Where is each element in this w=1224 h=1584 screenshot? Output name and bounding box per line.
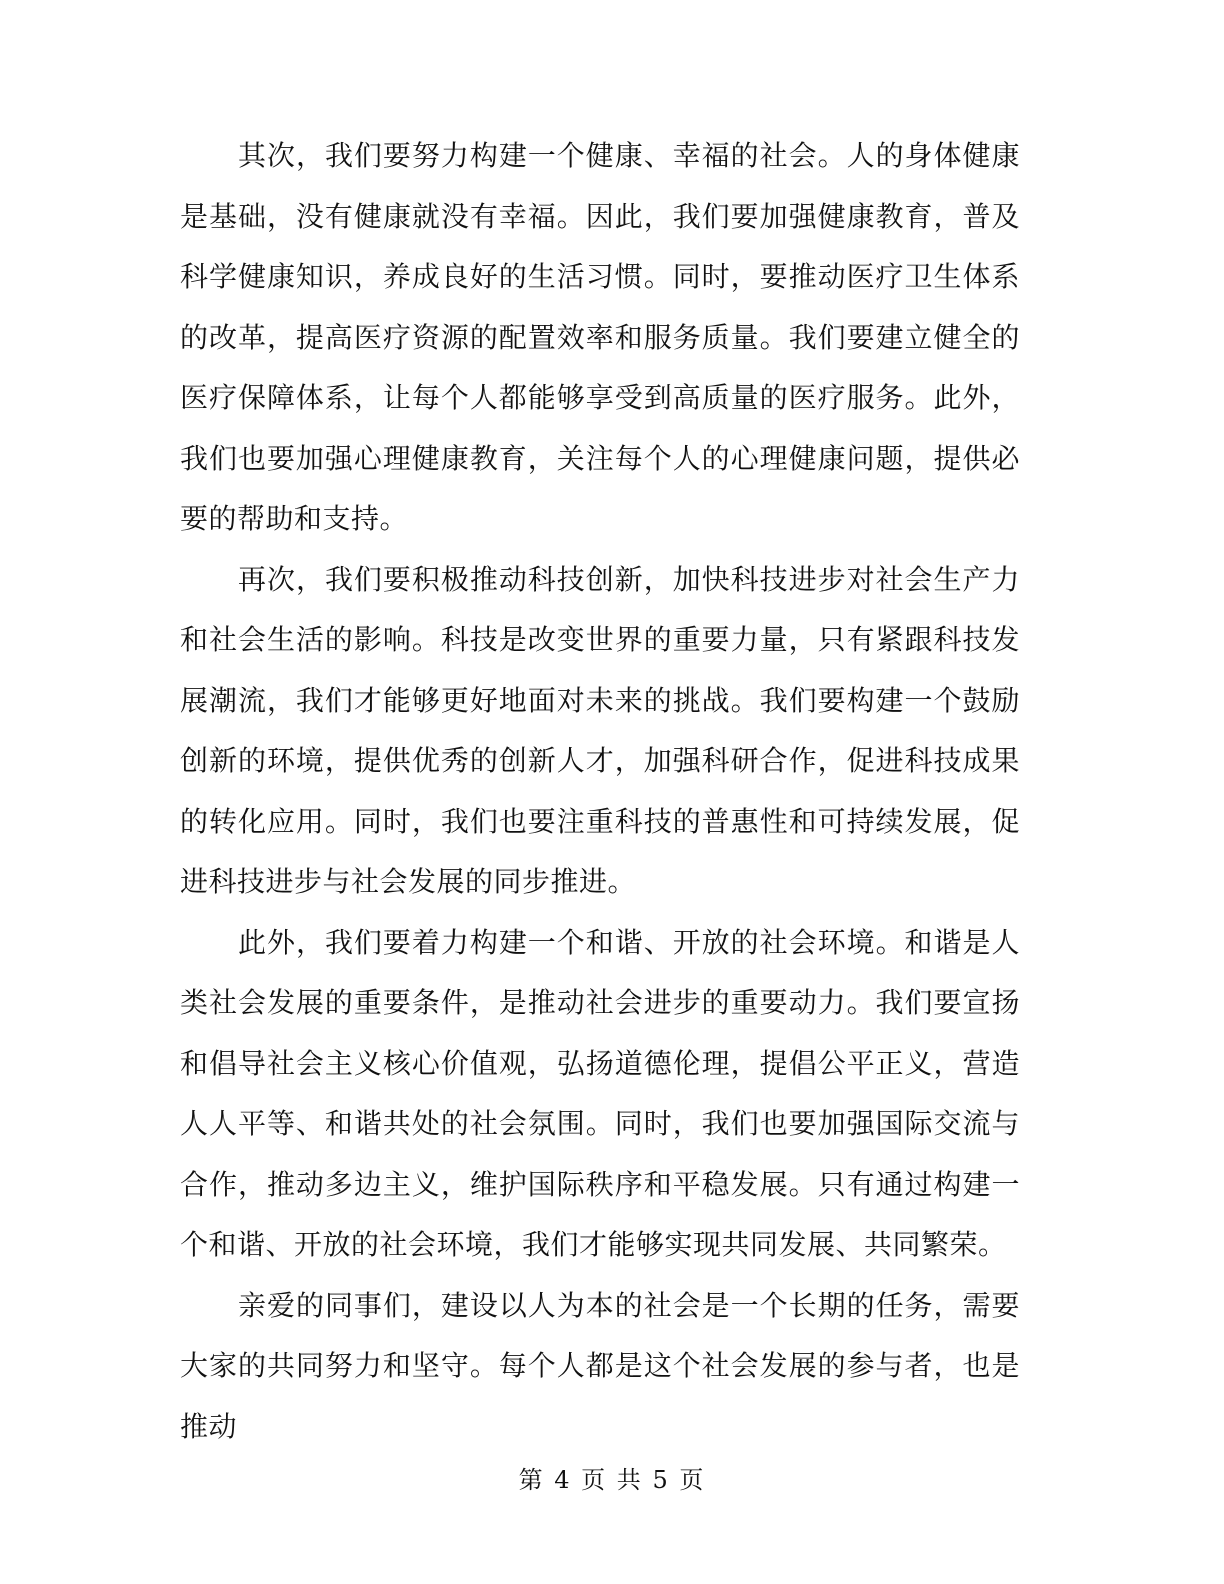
paragraph-harmony: 此外，我们要着力构建一个和谐、开放的社会环境。和谐是人类社会发展的重要条件，是推动社会进步的重要动力。我们要宣扬和倡导社会主义核心价值观，弘扬道德伦理，提倡公平正义，营造人人平等、和谐共处的社会氛围。同时，我们也要加强国际交流与合作，推动多边主义，维护国际秩序和平稳发展。只有通过构建一个和谐、开放的社会环境，我们才能够实现共同发展、共同繁荣。 xyxy=(180,925,1020,1261)
document-body xyxy=(180,126,1020,1457)
page-footer xyxy=(0,1460,1224,1495)
paragraph-colleagues: 亲爱的同事们，建设以人为本的社会是一个长期的任务，需要大家的共同努力和坚守。每个人都是这个社会发展的参与者，也是推动 xyxy=(180,1288,1020,1443)
page-number: 第 4 页 共 5 页 xyxy=(518,1466,706,1494)
paragraph-technology: 再次，我们要积极推动科技创新，加快科技进步对社会生产力和社会生活的影响。科技是改变世界的重要力量，只有紧跟科技发展潮流，我们才能够更好地面对未来的挑战。我们要构建一个鼓励创新的环境，提供优秀的创新人才，加强科研合作，促进科技成果的转化应用。同时，我们也要注重科技的普惠性和可持续发展，促进科技进步与社会发展的同步推进。 xyxy=(180,562,1020,898)
paragraph-health: 其次，我们要努力构建一个健康、幸福的社会。人的身体健康是基础，没有健康就没有幸福。因此，我们要加强健康教育，普及科学健康知识，养成良好的生活习惯。同时，要推动医疗卫生体系的改革，提高医疗资源的配置效率和服务质量。我们要建立健全的医疗保障体系，让每个人都能够享受到高质量的医疗服务。此外，我们也要加强心理健康教育，关注每个人的心理健康问题，提供必要的帮助和支持。 xyxy=(180,139,1020,535)
